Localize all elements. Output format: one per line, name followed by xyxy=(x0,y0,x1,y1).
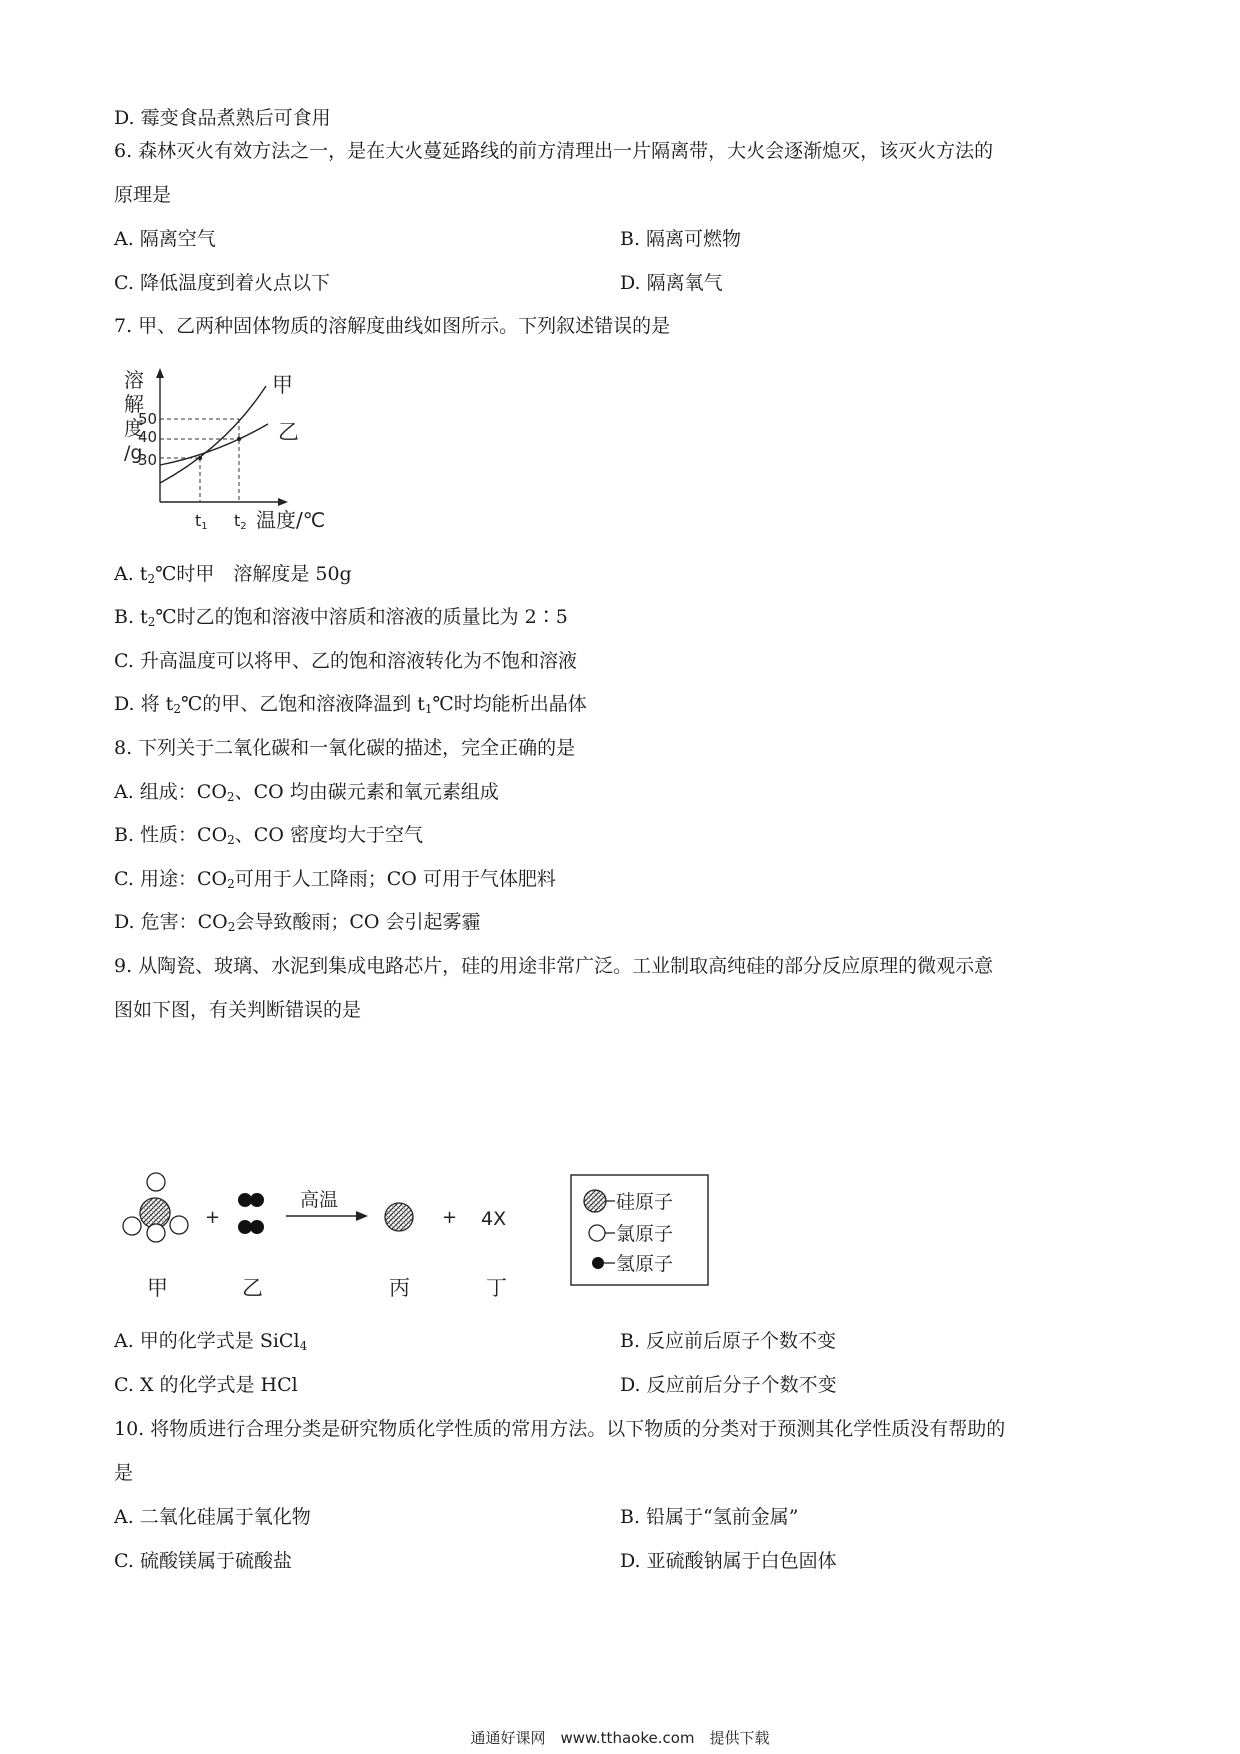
q6-option-a: A. 隔离空气 xyxy=(114,228,216,250)
plus-2: + xyxy=(442,1207,458,1228)
yi-t2-point xyxy=(237,437,241,441)
q7-stem: 7. 甲、乙两种固体物质的溶解度曲线如图所示。下列叙述错误的是 xyxy=(114,315,671,337)
legend-silicon: 硅原子 xyxy=(616,1191,674,1213)
xtick-t1: t1 xyxy=(195,511,208,532)
ylabel-char-3: 度 xyxy=(124,416,144,440)
reaction-arrow-head xyxy=(356,1211,368,1221)
q7-option-d: D. 将 $t_2℃$的甲、乙饱和溶液降温到 $t_1℃$时均能析出晶体 xyxy=(114,693,587,716)
molecule-bing xyxy=(385,1203,413,1231)
q7-option-b: B. $t_2℃$时乙的饱和溶液中溶质和溶液的质量比为 2∶5 xyxy=(114,606,568,629)
page-footer: 通通好课网 www.tthaoke.com 提供下载 xyxy=(470,1729,770,1747)
legend-box xyxy=(571,1175,708,1285)
q7-option-c: C. 升高温度可以将甲、乙的饱和溶液转化为不饱和溶液 xyxy=(114,650,577,672)
q8-option-c: C. 用途：$CO_2$可用于人工降雨；CO 可用于气体肥料 xyxy=(114,868,556,891)
q7-option-a: A. $t_2℃$时甲 溶解度是 50g xyxy=(114,563,352,586)
q5-option-d: D. 霉变食品煮熟后可食用 xyxy=(114,107,331,129)
legend-chlorine: 氯原子 xyxy=(616,1223,674,1245)
label-ding: 丁 xyxy=(486,1276,507,1300)
molecule-yi xyxy=(238,1193,264,1234)
ytick-50: 50 xyxy=(138,410,158,428)
curve-yi xyxy=(160,424,268,465)
q10-option-a: A. 二氧化硅属于氧化物 xyxy=(114,1506,311,1528)
q6-stem-line1: 6. 森林灭火有效方法之一，是在大火蔓延路线的前方清理出一片隔离带，大火会逐渐熄灭，该灭火方法的 xyxy=(114,140,994,162)
x-axis-arrow xyxy=(278,498,288,506)
q8-option-a: A. 组成：$CO_2$、CO 均由碳元素和氧元素组成 xyxy=(114,781,499,804)
q9-stem-line2: 图如下图，有关判断错误的是 xyxy=(114,999,362,1021)
q10-option-b: B. 铅属于“氢前金属” xyxy=(620,1506,799,1528)
q10-option-c: C. 硫酸镁属于硫酸盐 xyxy=(114,1550,292,1572)
label-bing: 丙 xyxy=(389,1276,410,1300)
q8-option-b: B. 性质：$CO_2$、CO 密度均大于空气 xyxy=(114,824,423,847)
q6-option-c: C. 降低温度到着火点以下 xyxy=(114,272,330,294)
curve-label-jia: 甲 xyxy=(272,373,293,397)
ylabel-char-4: /g xyxy=(124,442,143,464)
q10-stem-line2: 是 xyxy=(114,1462,134,1484)
q8-option-d: D. 危害：$CO_2$会导致酸雨；CO 会引起雾霾 xyxy=(114,911,481,934)
q9-stem-line1: 9. 从陶瓷、玻璃、水泥到集成电路芯片，硅的用途非常广泛。工业制取高纯硅的部分反应原理的微观示意 xyxy=(114,955,994,977)
curve-jia xyxy=(160,386,266,483)
q6-stem-line2: 原理是 xyxy=(114,184,172,206)
xlabel: 温度/℃ xyxy=(256,508,326,532)
intersection-point xyxy=(198,456,202,460)
ytick-30: 30 xyxy=(138,451,158,469)
q9-option-b: B. 反应前后原子个数不变 xyxy=(620,1330,837,1352)
xtick-t2: t2 xyxy=(234,511,247,532)
q9-option-c: C. X 的化学式是 HCl xyxy=(114,1374,298,1396)
label-yi: 乙 xyxy=(242,1276,263,1300)
y-axis-arrow xyxy=(156,368,164,378)
ytick-40: 40 xyxy=(138,428,158,446)
product-4x: 4X xyxy=(481,1208,507,1230)
q9-option-a: A. 甲的化学式是 SiCl$_4$ xyxy=(114,1330,308,1353)
q8-stem: 8. 下列关于二氧化碳和一氧化碳的描述，完全正确的是 xyxy=(114,737,576,759)
ylabel-char-2: 解 xyxy=(124,392,144,416)
q10-option-d: D. 亚硫酸钠属于白色固体 xyxy=(620,1550,837,1572)
q10-stem-line1: 10. 将物质进行合理分类是研究物质化学性质的常用方法。以下物质的分类对于预测其化学性质没有帮助的 xyxy=(114,1418,1006,1440)
q6-option-b: B. 隔离可燃物 xyxy=(620,228,742,250)
q6-option-d: D. 隔离氧气 xyxy=(620,272,723,294)
reaction-micro-diagram xyxy=(116,1170,716,1302)
reaction-condition: 高温 xyxy=(300,1189,339,1211)
molecule-jia xyxy=(123,1173,188,1242)
solubility-curve-figure xyxy=(116,362,376,542)
plus-1: + xyxy=(205,1207,221,1228)
label-jia: 甲 xyxy=(147,1276,168,1300)
q9-option-d: D. 反应前后分子个数不变 xyxy=(620,1374,837,1396)
ylabel-char-1: 溶 xyxy=(124,368,144,392)
legend-hydrogen: 氢原子 xyxy=(616,1253,674,1275)
curve-label-yi: 乙 xyxy=(278,420,299,444)
